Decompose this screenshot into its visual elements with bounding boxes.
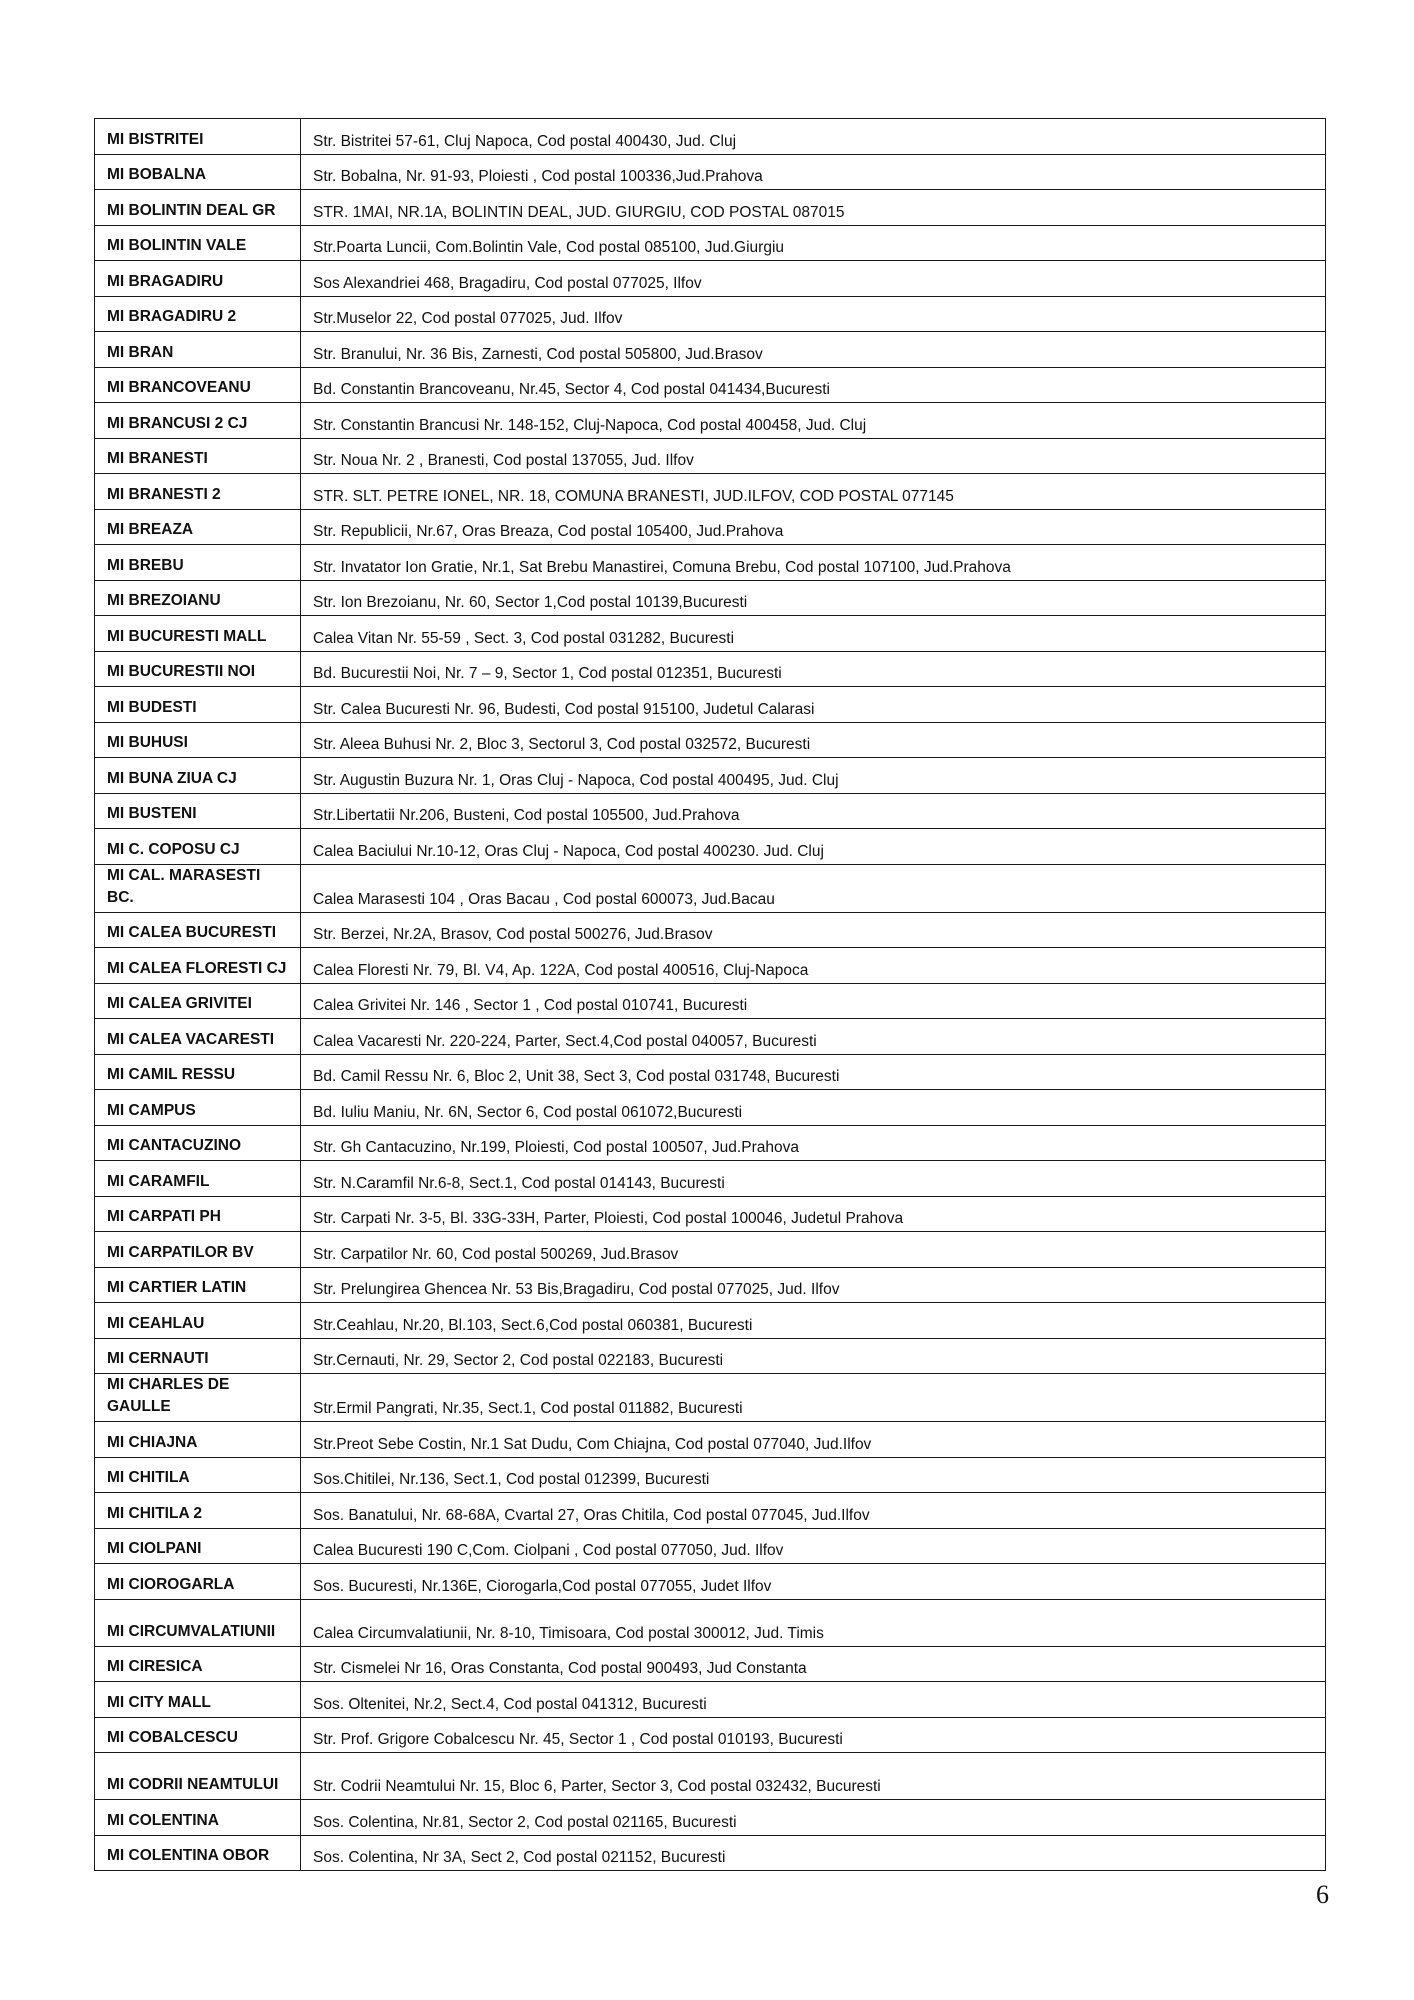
- table-row: [95, 651, 1326, 687]
- store-name-cell: MI COLENTINA OBOR: [95, 1835, 301, 1871]
- store-name-cell: MI CHITILA 2: [95, 1493, 301, 1529]
- store-address-cell: Str. Republicii, Nr.67, Oras Breaza, Cod postal 105400, Jud.Prahova: [301, 509, 1326, 545]
- store-name-cell: MI CHITILA: [95, 1457, 301, 1493]
- table-row: [95, 1232, 1326, 1268]
- store-name-cell: MI BOBALNA: [95, 154, 301, 190]
- store-name-cell: MI CIRCUMVALATIUNII: [95, 1599, 301, 1646]
- store-name-cell: MI CAMPUS: [95, 1090, 301, 1126]
- store-address-cell: Str. Cismelei Nr 16, Oras Constanta, Cod postal 900493, Jud Constanta: [301, 1646, 1326, 1682]
- store-name-cell: MI CALEA FLORESTI CJ: [95, 948, 301, 984]
- store-address-cell: Str.Poarta Luncii, Com.Bolintin Vale, Cod postal 085100, Jud.Giurgiu: [301, 225, 1326, 261]
- store-address-cell: Str. Invatator Ion Gratie, Nr.1, Sat Brebu Manastirei, Comuna Brebu, Cod postal 107100, Jud.Prahova: [301, 545, 1326, 581]
- table-body: [95, 119, 1326, 1871]
- store-name-cell: MI BISTRITEI: [95, 119, 301, 155]
- table-row: [95, 829, 1326, 865]
- store-address-cell: Str. Codrii Neamtului Nr. 15, Bloc 6, Parter, Sector 3, Cod postal 032432, Bucuresti: [301, 1753, 1326, 1800]
- table-row: [95, 545, 1326, 581]
- store-name-cell: MI BOLINTIN VALE: [95, 225, 301, 261]
- store-name-cell: MI BOLINTIN DEAL GR: [95, 190, 301, 226]
- table-row: [95, 1267, 1326, 1303]
- store-address-cell: Sos. Bucuresti, Nr.136E, Ciorogarla,Cod postal 077055, Judet Ilfov: [301, 1564, 1326, 1600]
- store-address-cell: Str.Ermil Pangrati, Nr.35, Sect.1, Cod postal 011882, Bucuresti: [301, 1374, 1326, 1422]
- table-row: [95, 616, 1326, 652]
- store-name-cell: MI BREAZA: [95, 509, 301, 545]
- store-name-cell: MI CALEA BUCURESTI: [95, 912, 301, 948]
- table-row: [95, 687, 1326, 723]
- store-name-cell: MI COLENTINA: [95, 1800, 301, 1836]
- store-name-cell: MI BRANESTI 2: [95, 474, 301, 510]
- table-row: [95, 1125, 1326, 1161]
- store-address-cell: Str.Libertatii Nr.206, Busteni, Cod postal 105500, Jud.Prahova: [301, 793, 1326, 829]
- store-address-cell: Str.Ceahlau, Nr.20, Bl.103, Sect.6,Cod postal 060381, Bucuresti: [301, 1303, 1326, 1339]
- table-row: [95, 1800, 1326, 1836]
- store-address-cell: Str. Aleea Buhusi Nr. 2, Bloc 3, Sectorul 3, Cod postal 032572, Bucuresti: [301, 722, 1326, 758]
- table-row: [95, 948, 1326, 984]
- table-row: [95, 1599, 1326, 1646]
- store-address-cell: Str. Prelungirea Ghencea Nr. 53 Bis,Bragadiru, Cod postal 077025, Jud. Ilfov: [301, 1267, 1326, 1303]
- store-name-cell: MI CAMIL RESSU: [95, 1054, 301, 1090]
- store-address-cell: Sos. Colentina, Nr 3A, Sect 2, Cod postal 021152, Bucuresti: [301, 1835, 1326, 1871]
- store-address-cell: Str. Noua Nr. 2 , Branesti, Cod postal 137055, Jud. Ilfov: [301, 438, 1326, 474]
- store-address-cell: Sos. Banatului, Nr. 68-68A, Cvartal 27, Oras Chitila, Cod postal 077045, Jud.Ilfov: [301, 1493, 1326, 1529]
- store-name-cell: MI BUNA ZIUA CJ: [95, 758, 301, 794]
- store-address-cell: Str. Prof. Grigore Cobalcescu Nr. 45, Sector 1 , Cod postal 010193, Bucuresti: [301, 1717, 1326, 1753]
- store-address-cell: Str. Carpatilor Nr. 60, Cod postal 500269, Jud.Brasov: [301, 1232, 1326, 1268]
- table-row: [95, 119, 1326, 155]
- table-row: [95, 403, 1326, 439]
- table-row: [95, 864, 1326, 912]
- store-address-cell: Str. Ion Brezoianu, Nr. 60, Sector 1,Cod postal 10139,Bucuresti: [301, 580, 1326, 616]
- store-name-cell: MI BRAGADIRU: [95, 261, 301, 297]
- store-address-table: [94, 118, 1326, 1871]
- store-address-cell: Bd. Constantin Brancoveanu, Nr.45, Sector 4, Cod postal 041434,Bucuresti: [301, 367, 1326, 403]
- store-address-cell: Str.Preot Sebe Costin, Nr.1 Sat Dudu, Com Chiajna, Cod postal 077040, Jud.Ilfov: [301, 1422, 1326, 1458]
- store-address-cell: Calea Vitan Nr. 55-59 , Sect. 3, Cod postal 031282, Bucuresti: [301, 616, 1326, 652]
- table-row: [95, 1090, 1326, 1126]
- store-address-cell: STR. SLT. PETRE IONEL, NR. 18, COMUNA BRANESTI, JUD.ILFOV, COD POSTAL 077145: [301, 474, 1326, 510]
- store-address-cell: Bd. Iuliu Maniu, Nr. 6N, Sector 6, Cod postal 061072,Bucuresti: [301, 1090, 1326, 1126]
- table-row: [95, 1196, 1326, 1232]
- table-row: [95, 225, 1326, 261]
- store-address-cell: Bd. Bucurestii Noi, Nr. 7 – 9, Sector 1, Cod postal 012351, Bucuresti: [301, 651, 1326, 687]
- store-name-cell: MI CODRII NEAMTULUI: [95, 1753, 301, 1800]
- store-name-cell: MI CIOROGARLA: [95, 1564, 301, 1600]
- table-row: [95, 332, 1326, 368]
- store-address-cell: Str. Calea Bucuresti Nr. 96, Budesti, Cod postal 915100, Judetul Calarasi: [301, 687, 1326, 723]
- store-address-cell: Str. Bistritei 57-61, Cluj Napoca, Cod postal 400430, Jud. Cluj: [301, 119, 1326, 155]
- store-address-cell: Str. Branului, Nr. 36 Bis, Zarnesti, Cod postal 505800, Jud.Brasov: [301, 332, 1326, 368]
- table-row: [95, 1374, 1326, 1422]
- table-row: [95, 983, 1326, 1019]
- store-address-cell: Calea Marasesti 104 , Oras Bacau , Cod postal 600073, Jud.Bacau: [301, 864, 1326, 912]
- store-name-cell: MI BRAGADIRU 2: [95, 296, 301, 332]
- store-address-cell: Str. Bobalna, Nr. 91-93, Ploiesti , Cod postal 100336,Jud.Prahova: [301, 154, 1326, 190]
- store-address-cell: Str. Berzei, Nr.2A, Brasov, Cod postal 500276, Jud.Brasov: [301, 912, 1326, 948]
- store-address-cell: Str.Cernauti, Nr. 29, Sector 2, Cod postal 022183, Bucuresti: [301, 1338, 1326, 1374]
- table-row: [95, 1493, 1326, 1529]
- store-name-cell: MI COBALCESCU: [95, 1717, 301, 1753]
- store-address-cell: Str. Carpati Nr. 3-5, Bl. 33G-33H, Parter, Ploiesti, Cod postal 100046, Judetul Prahova: [301, 1196, 1326, 1232]
- store-address-cell: Str. Gh Cantacuzino, Nr.199, Ploiesti, Cod postal 100507, Jud.Prahova: [301, 1125, 1326, 1161]
- table-row: [95, 1753, 1326, 1800]
- store-address-cell: Str. Augustin Buzura Nr. 1, Oras Cluj - Napoca, Cod postal 400495, Jud. Cluj: [301, 758, 1326, 794]
- table-row: [95, 1303, 1326, 1339]
- table-row: [95, 1457, 1326, 1493]
- store-name-cell: MI BUDESTI: [95, 687, 301, 723]
- store-name-cell: MI CARAMFIL: [95, 1161, 301, 1197]
- store-name-cell: MI CARTIER LATIN: [95, 1267, 301, 1303]
- table-row: [95, 367, 1326, 403]
- store-address-cell: Calea Bucuresti 190 C,Com. Ciolpani , Cod postal 077050, Jud. Ilfov: [301, 1528, 1326, 1564]
- table-row: [95, 1161, 1326, 1197]
- table-row: [95, 474, 1326, 510]
- store-name-cell: MI BRANCOVEANU: [95, 367, 301, 403]
- store-name-cell: MI CALEA VACARESTI: [95, 1019, 301, 1055]
- table-row: [95, 1054, 1326, 1090]
- store-name-cell: MI CERNAUTI: [95, 1338, 301, 1374]
- table-row: [95, 261, 1326, 297]
- page-number: 6: [1316, 1880, 1329, 1909]
- store-name-cell: MI BREZOIANU: [95, 580, 301, 616]
- table-row: [95, 296, 1326, 332]
- table-row: [95, 580, 1326, 616]
- store-name-cell: MI BRANCUSI 2 CJ: [95, 403, 301, 439]
- table-row: [95, 190, 1326, 226]
- table-row: [95, 1835, 1326, 1871]
- store-address-cell: Sos Alexandriei 468, Bragadiru, Cod postal 077025, Ilfov: [301, 261, 1326, 297]
- table-row: [95, 154, 1326, 190]
- store-address-cell: Calea Baciului Nr.10-12, Oras Cluj - Napoca, Cod postal 400230. Jud. Cluj: [301, 829, 1326, 865]
- table-row: [95, 1422, 1326, 1458]
- table-row: [95, 1717, 1326, 1753]
- store-name-cell: MI BRANESTI: [95, 438, 301, 474]
- store-name-cell: MI C. COPOSU CJ: [95, 829, 301, 865]
- store-name-cell: MI BRAN: [95, 332, 301, 368]
- table-row: [95, 793, 1326, 829]
- table-row: [95, 438, 1326, 474]
- table-row: [95, 1528, 1326, 1564]
- table-row: [95, 1338, 1326, 1374]
- store-name-cell: MI BUHUSI: [95, 722, 301, 758]
- store-name-cell: MI CANTACUZINO: [95, 1125, 301, 1161]
- table-row: [95, 912, 1326, 948]
- table-row: [95, 1682, 1326, 1718]
- store-name-cell: MI CAL. MARASESTI BC.: [95, 864, 301, 912]
- store-address-cell: Str. Constantin Brancusi Nr. 148-152, Cluj-Napoca, Cod postal 400458, Jud. Cluj: [301, 403, 1326, 439]
- store-address-cell: Str.Muselor 22, Cod postal 077025, Jud. Ilfov: [301, 296, 1326, 332]
- store-name-cell: MI CARPATILOR BV: [95, 1232, 301, 1268]
- table-row: [95, 758, 1326, 794]
- store-address-cell: Bd. Camil Ressu Nr. 6, Bloc 2, Unit 38, Sect 3, Cod postal 031748, Bucuresti: [301, 1054, 1326, 1090]
- store-address-cell: Calea Vacaresti Nr. 220-224, Parter, Sect.4,Cod postal 040057, Bucuresti: [301, 1019, 1326, 1055]
- store-name-cell: MI BUCURESTI MALL: [95, 616, 301, 652]
- store-address-cell: Calea Floresti Nr. 79, Bl. V4, Ap. 122A, Cod postal 400516, Cluj-Napoca: [301, 948, 1326, 984]
- table-row: [95, 509, 1326, 545]
- store-address-cell: Sos.Chitilei, Nr.136, Sect.1, Cod postal 012399, Bucuresti: [301, 1457, 1326, 1493]
- store-name-cell: MI BREBU: [95, 545, 301, 581]
- store-name-cell: MI CIRESICA: [95, 1646, 301, 1682]
- table-row: [95, 1646, 1326, 1682]
- table-row: [95, 1019, 1326, 1055]
- store-name-cell: MI CALEA GRIVITEI: [95, 983, 301, 1019]
- table-row: [95, 1564, 1326, 1600]
- store-address-cell: Sos. Oltenitei, Nr.2, Sect.4, Cod postal 041312, Bucuresti: [301, 1682, 1326, 1718]
- table-row: [95, 722, 1326, 758]
- store-name-cell: MI CITY MALL: [95, 1682, 301, 1718]
- store-address-cell: Calea Circumvalatiunii, Nr. 8-10, Timisoara, Cod postal 300012, Jud. Timis: [301, 1599, 1326, 1646]
- store-name-cell: MI BUCURESTII NOI: [95, 651, 301, 687]
- store-address-cell: Sos. Colentina, Nr.81, Sector 2, Cod postal 021165, Bucuresti: [301, 1800, 1326, 1836]
- store-name-cell: MI CHARLES DE GAULLE: [95, 1374, 301, 1422]
- store-address-cell: Str. N.Caramfil Nr.6-8, Sect.1, Cod postal 014143, Bucuresti: [301, 1161, 1326, 1197]
- store-name-cell: MI CARPATI PH: [95, 1196, 301, 1232]
- store-name-cell: MI CEAHLAU: [95, 1303, 301, 1339]
- store-name-cell: MI BUSTENI: [95, 793, 301, 829]
- store-name-cell: MI CHIAJNA: [95, 1422, 301, 1458]
- store-address-cell: Calea Grivitei Nr. 146 , Sector 1 , Cod postal 010741, Bucuresti: [301, 983, 1326, 1019]
- store-name-cell: MI CIOLPANI: [95, 1528, 301, 1564]
- store-address-cell: STR. 1MAI, NR.1A, BOLINTIN DEAL, JUD. GIURGIU, COD POSTAL 087015: [301, 190, 1326, 226]
